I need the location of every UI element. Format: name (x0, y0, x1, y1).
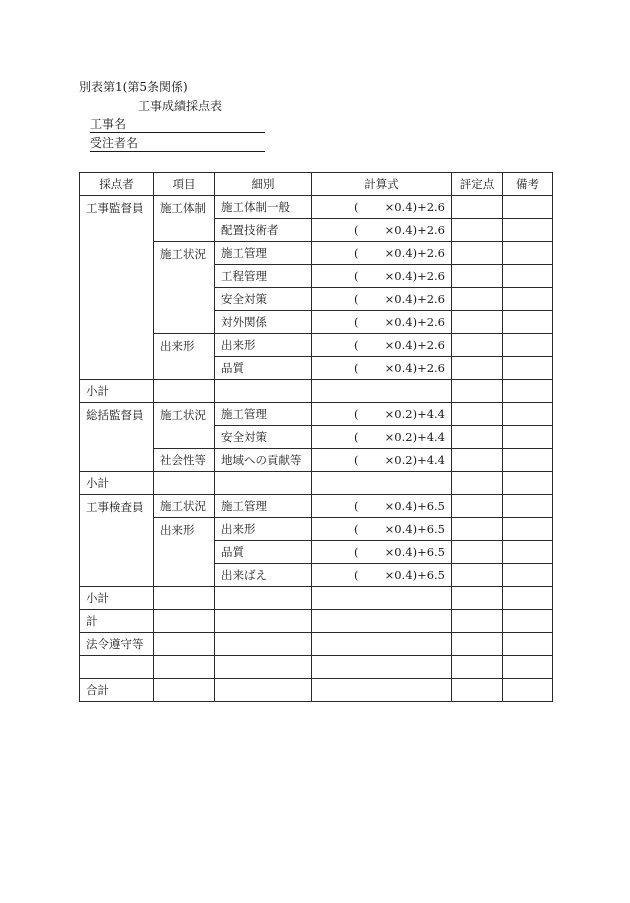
formula-cell (312, 518, 452, 541)
formula-paren: ( (354, 315, 359, 329)
formula-paren: ( (354, 223, 359, 237)
empty-cell (215, 472, 312, 495)
empty-cell (154, 587, 215, 610)
remarks-cell[interactable] (503, 311, 553, 334)
total-score-cell[interactable] (452, 610, 503, 633)
formula-expression: ×0.4)+2.6 (384, 315, 445, 329)
formula-cell (312, 196, 452, 219)
empty-cell (312, 472, 452, 495)
empty-cell (215, 380, 312, 403)
empty-cell (312, 380, 452, 403)
empty-cell (154, 679, 215, 702)
remarks-cell[interactable] (503, 196, 553, 219)
attachment-label: 別表第1(第5条関係) (79, 80, 188, 94)
detail-cell: 品質 (215, 357, 312, 380)
subtotal-row (80, 587, 553, 610)
detail-cell: 品質 (215, 541, 312, 564)
empty-cell (154, 656, 215, 679)
formula-paren: ( (354, 292, 359, 306)
empty-cell (154, 633, 215, 656)
empty-cell (312, 587, 452, 610)
empty-cell (215, 679, 312, 702)
formula-cell (312, 357, 452, 380)
detail-cell: 対外関係 (215, 311, 312, 334)
score-input-cell[interactable] (452, 334, 503, 357)
column-header-detail: 細別 (215, 173, 312, 196)
formula-paren: ( (354, 200, 359, 214)
empty-cell (154, 472, 215, 495)
score-input-cell[interactable] (452, 541, 503, 564)
remarks-cell[interactable] (503, 679, 553, 702)
document-title: 工事成績採点表 (138, 99, 223, 113)
remarks-cell[interactable] (503, 495, 553, 518)
detail-cell: 出来形 (215, 518, 312, 541)
formula-paren: ( (354, 430, 359, 444)
formula-paren: ( (354, 338, 359, 352)
formula-cell (312, 495, 452, 518)
detail-cell: 配置技術者 (215, 219, 312, 242)
formula-cell (312, 219, 452, 242)
detail-cell: 安全対策 (215, 426, 312, 449)
formula-cell (312, 426, 452, 449)
empty-cell (215, 656, 312, 679)
formula-paren: ( (354, 453, 359, 467)
empty-cell (312, 656, 452, 679)
blank-row (80, 656, 553, 679)
score-input-cell[interactable] (452, 242, 503, 265)
remarks-cell[interactable] (503, 426, 553, 449)
remarks-cell[interactable] (503, 334, 553, 357)
formula-cell (312, 403, 452, 426)
total-row (80, 610, 553, 633)
formula-expression: ×0.2)+4.4 (384, 453, 445, 467)
column-header-item: 項目 (154, 173, 215, 196)
formula-paren: ( (354, 246, 359, 260)
table-row (80, 403, 553, 426)
remarks-cell[interactable] (503, 633, 553, 656)
formula-cell (312, 334, 452, 357)
empty-cell (215, 633, 312, 656)
formula-paren: ( (354, 407, 359, 421)
scorer-cell: 総括監督員 (80, 403, 154, 472)
project-name-label: 工事名 (90, 117, 127, 131)
empty-cell (312, 610, 452, 633)
score-input-cell[interactable] (452, 564, 503, 587)
scorer-cell: 工事検査員 (80, 495, 154, 587)
remarks-cell[interactable] (503, 242, 553, 265)
subtotal-label: 小計 (80, 587, 154, 610)
formula-cell (312, 449, 452, 472)
table-row (80, 196, 553, 219)
detail-cell: 施工体制一般 (215, 196, 312, 219)
item-cell: 施工状況 (154, 242, 215, 334)
remarks-cell[interactable] (503, 403, 553, 426)
formula-expression: ×0.4)+6.5 (384, 522, 445, 536)
score-input-cell[interactable] (452, 357, 503, 380)
empty-cell (312, 633, 452, 656)
subtotal-score-cell[interactable] (452, 472, 503, 495)
item-cell: 社会性等 (154, 449, 215, 472)
score-input-cell[interactable] (452, 311, 503, 334)
column-header-scorer: 採点者 (80, 173, 154, 196)
item-cell: 施工状況 (154, 495, 215, 518)
detail-cell: 工程管理 (215, 265, 312, 288)
contractor-name-field[interactable] (90, 136, 265, 152)
formula-paren: ( (354, 361, 359, 375)
item-cell: 出来形 (154, 334, 215, 380)
scorer-cell: 工事監督員 (80, 196, 154, 380)
remarks-cell[interactable] (503, 380, 553, 403)
formula-paren: ( (354, 522, 359, 536)
formula-cell (312, 311, 452, 334)
detail-cell: 施工管理 (215, 495, 312, 518)
remarks-cell[interactable] (503, 472, 553, 495)
grand-total-row (80, 679, 553, 702)
grand-total-label: 合計 (80, 679, 154, 702)
empty-cell (215, 610, 312, 633)
formula-expression: ×0.4)+6.5 (384, 545, 445, 559)
item-cell: 施工状況 (154, 403, 215, 449)
empty-cell (154, 380, 215, 403)
formula-cell (312, 288, 452, 311)
item-cell: 出来形 (154, 518, 215, 587)
remarks-cell[interactable] (503, 288, 553, 311)
detail-cell: 施工管理 (215, 403, 312, 426)
detail-cell: 出来形 (215, 334, 312, 357)
contractor-name-label: 受注者名 (90, 136, 139, 150)
table-header-row (80, 173, 553, 196)
detail-cell: 施工管理 (215, 242, 312, 265)
column-header-remarks: 備考 (503, 173, 553, 196)
remarks-cell[interactable] (503, 219, 553, 242)
score-input-cell[interactable] (452, 518, 503, 541)
remarks-cell[interactable] (503, 265, 553, 288)
grand-total-score-cell[interactable] (452, 679, 503, 702)
formula-cell (312, 265, 452, 288)
remarks-cell[interactable] (503, 449, 553, 472)
empty-cell (154, 610, 215, 633)
empty-cell (312, 679, 452, 702)
formula-paren: ( (354, 545, 359, 559)
subtotal-row (80, 472, 553, 495)
formula-expression: ×0.4)+2.6 (384, 223, 445, 237)
remarks-cell[interactable] (503, 610, 553, 633)
remarks-cell[interactable] (503, 564, 553, 587)
subtotal-label: 小計 (80, 472, 154, 495)
formula-expression: ×0.4)+2.6 (384, 292, 445, 306)
blank-score-cell[interactable] (452, 656, 503, 679)
score-input-cell[interactable] (452, 495, 503, 518)
blank-label (80, 656, 154, 679)
score-input-cell[interactable] (452, 219, 503, 242)
column-header-formula: 計算式 (312, 173, 452, 196)
detail-cell: 地域への貢献等 (215, 449, 312, 472)
formula-paren: ( (354, 269, 359, 283)
subtotal-score-cell[interactable] (452, 587, 503, 610)
formula-paren: ( (354, 499, 359, 513)
project-name-field[interactable] (90, 117, 265, 133)
compliance-row (80, 633, 553, 656)
remarks-cell[interactable] (503, 656, 553, 679)
formula-expression: ×0.4)+2.6 (384, 361, 445, 375)
formula-expression: ×0.4)+6.5 (384, 568, 445, 582)
formula-expression: ×0.4)+2.6 (384, 269, 445, 283)
detail-cell: 安全対策 (215, 288, 312, 311)
score-input-cell[interactable] (452, 196, 503, 219)
remarks-cell[interactable] (503, 587, 553, 610)
formula-expression: ×0.4)+2.6 (384, 338, 445, 352)
score-input-cell[interactable] (452, 449, 503, 472)
detail-cell: 出来ばえ (215, 564, 312, 587)
formula-cell (312, 242, 452, 265)
item-cell: 施工体制 (154, 196, 215, 242)
formula-expression: ×0.2)+4.4 (384, 407, 445, 421)
column-header-score: 評定点 (452, 173, 503, 196)
score-input-cell[interactable] (452, 288, 503, 311)
formula-cell (312, 564, 452, 587)
score-table (79, 172, 553, 702)
table-row (80, 495, 553, 518)
score-input-cell[interactable] (452, 403, 503, 426)
compliance-label: 法令遵守等 (80, 633, 154, 656)
subtotal-label: 小計 (80, 380, 154, 403)
formula-expression: ×0.4)+6.5 (384, 499, 445, 513)
total-label: 計 (80, 610, 154, 633)
formula-expression: ×0.4)+2.6 (384, 200, 445, 214)
compliance-score-cell[interactable] (452, 633, 503, 656)
empty-cell (215, 587, 312, 610)
remarks-cell[interactable] (503, 518, 553, 541)
score-input-cell[interactable] (452, 426, 503, 449)
remarks-cell[interactable] (503, 357, 553, 380)
remarks-cell[interactable] (503, 541, 553, 564)
subtotal-score-cell[interactable] (452, 380, 503, 403)
formula-paren: ( (354, 568, 359, 582)
subtotal-row (80, 380, 553, 403)
formula-expression: ×0.2)+4.4 (384, 430, 445, 444)
formula-expression: ×0.4)+2.6 (384, 246, 445, 260)
score-input-cell[interactable] (452, 265, 503, 288)
formula-cell (312, 541, 452, 564)
